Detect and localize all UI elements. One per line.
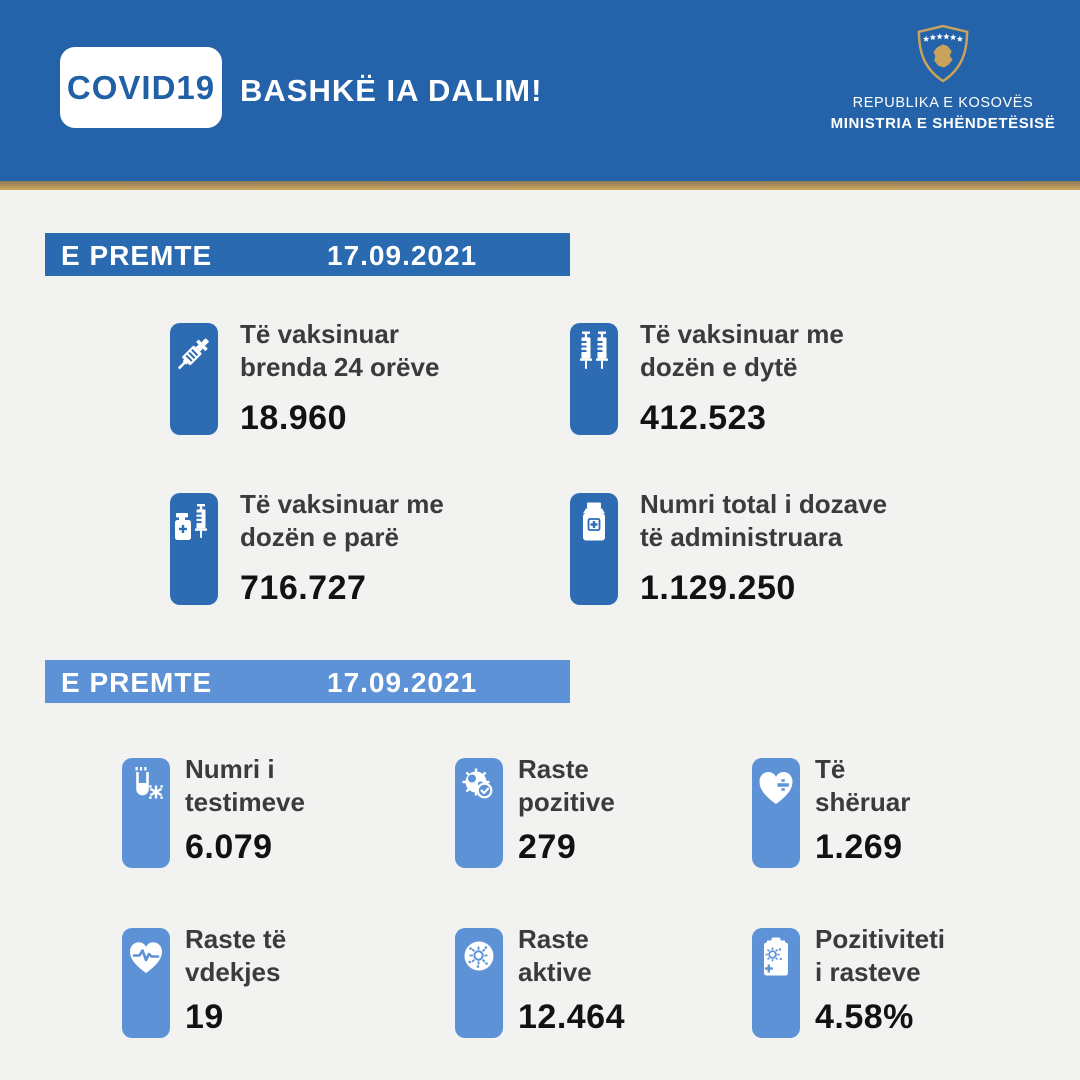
stat-value: 279 (518, 828, 577, 866)
stat-tile (455, 928, 503, 1038)
ministry-emblem (788, 24, 1080, 132)
stat-value: 1.269 (815, 828, 903, 866)
covid19-badge (60, 47, 222, 128)
stat-positive-cases (455, 753, 768, 868)
tagline: BASHKË IA DALIM! (240, 73, 543, 108)
stat-tests (122, 753, 435, 868)
covid19-badge-label: COVID19 (66, 68, 216, 106)
section1-banner (45, 233, 570, 276)
stat-label: Raste të vdekjes (185, 924, 287, 987)
stat-value: 6.079 (185, 828, 273, 866)
stat-label: Raste aktive (518, 924, 592, 987)
stat-value: 19 (185, 998, 224, 1036)
stat-second-dose (570, 318, 985, 438)
stat-total-doses (570, 488, 985, 608)
kosovo-coat-of-arms-icon (916, 24, 970, 84)
stat-label: Raste pozitive (518, 754, 615, 817)
stat-label: Të vaksinuar me dozën e dytë (640, 319, 844, 382)
stat-value: 716.727 (240, 569, 367, 607)
virus-check-icon (455, 761, 503, 813)
heart-pulse-icon (122, 931, 170, 983)
banner-day: E PREMTE (61, 240, 213, 271)
stat-label: Të vaksinuar brenda 24 orëve (240, 319, 440, 382)
stat-tile (170, 493, 218, 605)
stat-label: Pozitiviteti i rasteve (815, 924, 946, 987)
banner-day: E PREMTE (61, 667, 213, 698)
stat-value: 1.129.250 (640, 569, 796, 607)
stat-recovered (752, 753, 1065, 868)
banner-date: 17.09.2021 (327, 240, 478, 271)
stat-label: Të shëruar (815, 754, 911, 817)
header (0, 0, 1080, 181)
banner-date: 17.09.2021 (327, 667, 478, 698)
vial-syringe-icon (170, 496, 218, 548)
stat-vaccinated-24h (170, 318, 585, 438)
stat-label: Numri i testimeve (185, 754, 305, 817)
section2-banner (45, 660, 570, 703)
stat-tile (122, 928, 170, 1038)
heart-cross-icon (752, 761, 800, 813)
medicine-bottle-icon (570, 496, 618, 548)
syringe-icon (170, 326, 218, 378)
stat-active-cases (455, 923, 768, 1038)
stat-label: Të vaksinuar me dozën e parë (240, 489, 444, 552)
stat-value: 12.464 (518, 998, 625, 1036)
stat-value: 18.960 (240, 399, 347, 437)
org-line-2: MINISTRIA E SHËNDETËSISË (830, 115, 1056, 132)
clipboard-virus-icon (752, 931, 800, 983)
stat-tile (752, 758, 800, 868)
stat-deaths (122, 923, 435, 1038)
stat-label: Numri total i dozave të administruara (640, 489, 888, 552)
stat-tile (570, 493, 618, 605)
double-syringe-icon (570, 326, 618, 378)
stat-tile (570, 323, 618, 435)
gold-divider (0, 181, 1080, 190)
stat-tile (170, 323, 218, 435)
virus-dish-icon (455, 931, 503, 983)
stat-tile (122, 758, 170, 868)
stat-value: 4.58% (815, 998, 914, 1036)
stat-value: 412.523 (640, 399, 767, 437)
stat-positivity-rate (752, 923, 1065, 1038)
stat-tile (455, 758, 503, 868)
org-line-1: REPUBLIKA E KOSOVËS (852, 95, 1034, 111)
stat-tile (752, 928, 800, 1038)
test-tube-virus-icon (122, 761, 170, 813)
stat-first-dose (170, 488, 585, 608)
